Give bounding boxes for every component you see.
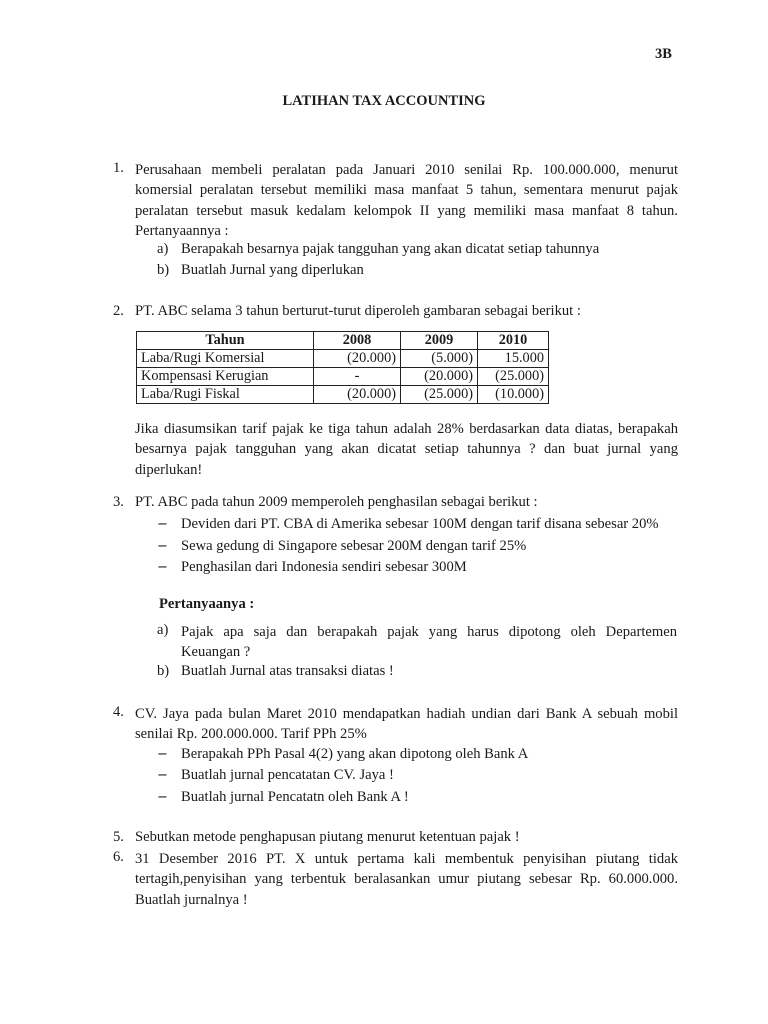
question-number: 2. <box>113 303 124 319</box>
text-line: komersial peralatan tersebut memiliki masa manfaat 5 tahun, sementara menurut pajak <box>135 182 678 199</box>
question-text: Sebutkan metode penghapusan piutang menurut ketentuan pajak ! <box>135 829 520 845</box>
text-line: besarnya pajak tangguhan yang akan dicatat setiap tahunnya ? dan buat jurnal yang <box>135 441 678 458</box>
item-text: Berapakah besarnya pajak tangguhan yang akan dicatat setiap tahunnya <box>181 241 600 257</box>
item-text: Keuangan ? <box>181 644 251 660</box>
dash-bullet: − <box>157 768 168 783</box>
table-cell: 15.000 <box>478 350 549 368</box>
document-title: LATIHAN TAX ACCOUNTING <box>282 93 486 109</box>
dash-bullet: − <box>157 747 168 762</box>
table-cell: (20.000) <box>314 350 401 368</box>
bullet-text: Buatlah jurnal Pencatatn oleh Bank A ! <box>181 789 409 805</box>
row-label: Laba/Rugi Fiskal <box>137 386 314 404</box>
row-label: Kompensasi Kerugian <box>137 368 314 386</box>
financial-table <box>136 331 549 404</box>
dash-bullet: − <box>157 517 168 532</box>
table-cell: (25.000) <box>401 386 478 404</box>
text-line: Pertanyaannya : <box>135 222 229 239</box>
header-tahun: Tahun <box>137 332 314 350</box>
question-number: 4. <box>113 704 124 720</box>
bullet-text: Penghasilan dari Indonesia sendiri sebesar 300M <box>181 559 467 575</box>
question-number: 3. <box>113 494 124 510</box>
item-text: Pajak apa saja dan berapakah pajak yang harus dipotong oleh Departemen <box>181 624 677 640</box>
question-text <box>135 704 678 745</box>
table-cell: (25.000) <box>478 368 549 386</box>
bullet-text: Sewa gedung di Singapore sebesar 200M dengan tarif 25% <box>181 538 527 554</box>
header-2010: 2010 <box>478 332 549 350</box>
question-intro: PT. ABC selama 3 tahun berturut-turut diperoleh gambaran sebagai berikut : <box>135 303 581 319</box>
question-heading: Pertanyaanya : <box>159 596 255 612</box>
table-row <box>137 350 549 368</box>
text-line: senilai Rp. 200.000.000. Tarif PPh 25% <box>135 726 367 743</box>
page-code: 3B <box>655 46 672 62</box>
table-header-row <box>137 332 549 350</box>
question-text <box>135 419 678 480</box>
question-intro: PT. ABC pada tahun 2009 memperoleh penghasilan sebagai berikut : <box>135 494 538 510</box>
text-line: tertagih,penyisihan yang terbentuk beralasankan umur piutang sebesar Rp. 60.000.000. <box>135 871 678 888</box>
table-row <box>137 368 549 386</box>
dash-bullet: − <box>157 790 168 805</box>
question-number: 5. <box>113 829 124 845</box>
question-number: 6. <box>113 849 124 865</box>
bullet-text: Buatlah jurnal pencatatan CV. Jaya ! <box>181 767 394 783</box>
header-2008: 2008 <box>314 332 401 350</box>
dash-bullet: − <box>157 560 168 575</box>
bullet-text: Berapakah PPh Pasal 4(2) yang akan dipotong oleh Bank A <box>181 746 529 762</box>
table-cell: (20.000) <box>314 386 401 404</box>
text-line: peralatan tersebut masuk kedalam kelompok II yang memiliki masa manfaat 8 tahun. <box>135 202 678 219</box>
question-number: 1. <box>113 160 124 176</box>
question-text <box>135 849 678 910</box>
text-line: 31 Desember 2016 PT. X untuk pertama kali membentuk penyisihan piutang tidak <box>135 851 678 867</box>
question-text <box>135 160 678 241</box>
table-cell: (20.000) <box>401 368 478 386</box>
text-line: diperlukan! <box>135 461 203 478</box>
text-line: Jika diasumsikan tarif pajak ke tiga tahun adalah 28% berdasarkan data diatas, berapakah <box>135 421 678 437</box>
bullet-text: Deviden dari PT. CBA di Amerika sebesar 100M dengan tarif disana sebesar 20% <box>181 516 659 532</box>
row-label: Laba/Rugi Komersial <box>137 350 314 368</box>
item-text: Buatlah Jurnal atas transaksi diatas ! <box>181 663 394 679</box>
header-2009: 2009 <box>401 332 478 350</box>
item-label: a) <box>157 241 169 257</box>
item-label: b) <box>157 262 170 278</box>
text-line: CV. Jaya pada bulan Maret 2010 mendapatkan hadiah undian dari Bank A sebuah mobil <box>135 706 678 722</box>
table-row <box>137 386 549 404</box>
text-line: Buatlah jurnalnya ! <box>135 891 248 908</box>
table-cell: - <box>314 368 401 386</box>
text-line: Perusahaan membeli peralatan pada Januari 2010 senilai Rp. 100.000.000, menurut <box>135 162 678 178</box>
table-cell: (5.000) <box>401 350 478 368</box>
item-label: b) <box>157 663 170 679</box>
item-text: Buatlah Jurnal yang diperlukan <box>181 262 364 278</box>
item-label: a) <box>157 622 169 638</box>
dash-bullet: − <box>157 539 168 554</box>
table-cell: (10.000) <box>478 386 549 404</box>
